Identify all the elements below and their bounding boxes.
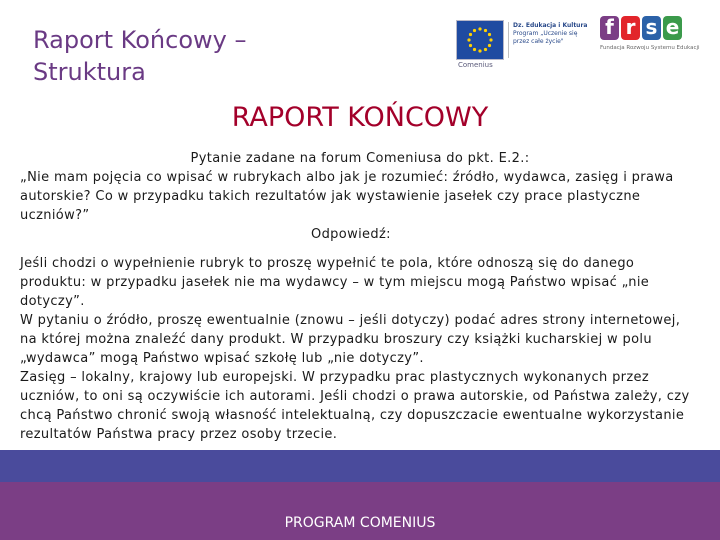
frse-letters	[600, 16, 706, 40]
frse-letter-s: s	[642, 16, 661, 40]
eu-flag-icon	[456, 20, 504, 60]
question-intro: Pytanie zadane na forum Comeniusa do pkt. E.2.:	[190, 151, 530, 166]
eu-logo-line1: Dz. Edukacja i Kultura	[513, 22, 588, 29]
eu-programme-logo	[456, 20, 588, 76]
question-text: „Nie mam pojęcia co wpisać w rubrykach albo jak je rozumieć: źródło, wydawca, zasięg i prawa autorskie? Co w przypadku takich rezultatów jak wystawienie jasełek czy prace plastyczne uczniów?”	[20, 170, 674, 223]
spacer	[20, 244, 700, 254]
slide-body	[20, 149, 700, 444]
eu-logo-caption: Comenius	[458, 61, 493, 69]
answer-paragraph: W pytaniu o źródło, proszę ewentualnie (znowu – jeśli dotyczy) podać adres strony internetowej, na której można znaleźć dany produkt. W przypadku broszury czy książki kucharskiej w polu „wydawca” mogą Państwo wpisać szkołę lub „nie dotyczy”.	[20, 313, 681, 366]
report-heading: RAPORT KOŃCOWY	[231, 102, 489, 133]
frse-letter-e: e	[663, 16, 682, 40]
frse-letter-f: f	[600, 16, 619, 40]
eu-logo-line2: Program „Uczenie się przez całe życie"	[513, 30, 578, 45]
frse-letter-r: r	[621, 16, 640, 40]
eu-logo-text	[508, 22, 589, 58]
footer-top-bar	[0, 450, 720, 482]
slide-title: Raport Końcowy – Struktura	[33, 26, 247, 86]
answer-paragraph: Jeśli chodzi o wypełnienie rubryk to proszę wypełnić te pola, które odnoszą się do danego produktu: w przypadku jasełek nie ma wydawcy – w tym miejscu mogą Państwo wpisać „nie dotyczy”.	[20, 256, 650, 309]
footer-program-label: PROGRAM COMENIUS	[284, 515, 436, 531]
answer-paragraph: Zasięg – lokalny, krajowy lub europejski. W przypadku prac plastycznych wykonanych przez uczniów, to oni są oczywiście ich autorami. Jeśli chodzi o prawa autorskie, od Państwa zależy, czy chcą Państwo chronić swoją własność intelektualną, czy dopuszczacie ewentualne wykorzystanie rezultatów Państwa pracy przez osoby trzecie.	[20, 370, 690, 442]
frse-caption: Fundacja Rozwoju Systemu Edukacji	[600, 45, 700, 51]
answer-label: Odpowiedź:	[311, 227, 391, 242]
frse-logo	[600, 16, 706, 60]
